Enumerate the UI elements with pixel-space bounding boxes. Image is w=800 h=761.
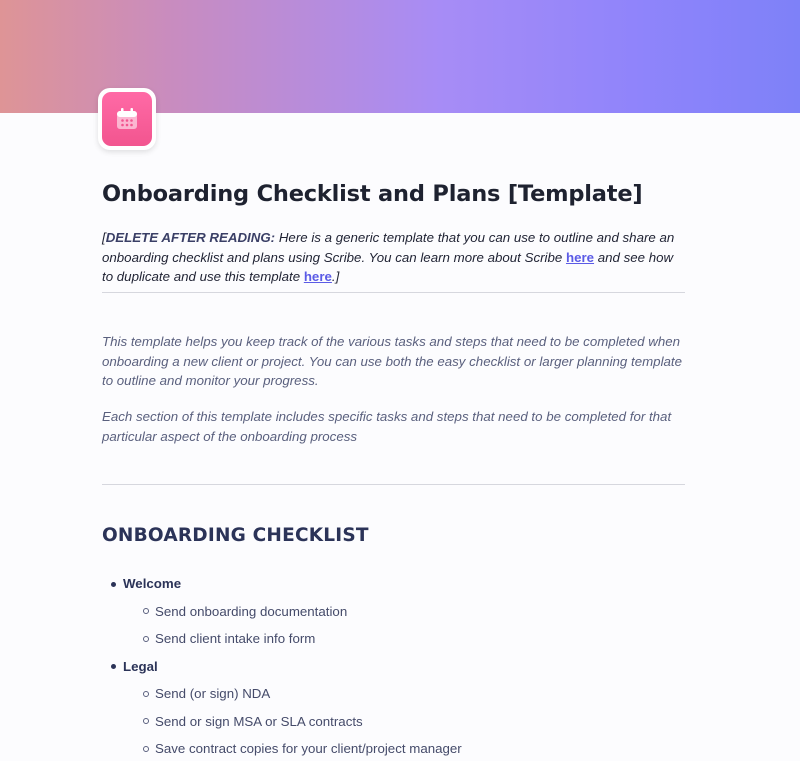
- list-item: [102, 598, 685, 626]
- note-text-2: and see how to duplicate and use this template: [102, 249, 674, 284]
- list-item-label: Send client intake info form: [155, 631, 316, 647]
- bullet-icon: [111, 582, 116, 587]
- list-item: [102, 708, 685, 736]
- list-item: [102, 680, 685, 708]
- list-item-label: Send or sign MSA or SLA contracts: [155, 713, 363, 729]
- note-text-1: Here is a generic template that you can use to outline and share an onboarding checklist and plans using Scribe. You can learn more about Scribe: [102, 230, 675, 265]
- note-lead: DELETE AFTER READING:: [105, 230, 276, 245]
- intro-paragraph-1: This template helps you keep track of the various tasks and steps that need to be completed when onboarding a new client or project. You can use both the easy checklist or larger planning template to outline and monitor your progress.: [102, 334, 683, 388]
- bullet-icon: [111, 664, 116, 669]
- calendar-icon-tile: [102, 92, 152, 146]
- divider: [102, 484, 685, 485]
- page-title: Onboarding Checklist and Plans [Template]: [102, 181, 643, 207]
- list-item: [102, 625, 685, 653]
- section-heading-checklist: ONBOARDING CHECKLIST: [102, 525, 369, 546]
- checklist-section-label: Welcome: [123, 576, 182, 592]
- checklist-section: [102, 653, 685, 761]
- note-close: .]: [331, 269, 340, 284]
- delete-note: [102, 228, 685, 287]
- duplicate-template-link[interactable]: here: [303, 269, 332, 284]
- circle-bullet-icon: [143, 691, 149, 697]
- list-item-label: Send (or sign) NDA: [155, 686, 271, 702]
- page-icon-button[interactable]: [98, 88, 156, 150]
- checklist-section-label: Legal: [123, 658, 158, 674]
- circle-bullet-icon: [143, 608, 149, 614]
- note-open-bracket: [: [102, 230, 106, 245]
- scribe-learn-more-link[interactable]: here: [565, 249, 595, 265]
- list-item-label: Send onboarding documentation: [155, 603, 348, 619]
- checklist-section: [102, 570, 685, 653]
- list-item-label: Save contract copies for your client/project manager: [155, 741, 462, 757]
- onboarding-checklist: [102, 570, 685, 761]
- divider: [102, 292, 685, 293]
- circle-bullet-icon: [143, 636, 149, 642]
- list-item: [102, 735, 685, 761]
- circle-bullet-icon: [143, 746, 149, 752]
- calendar-icon: [114, 106, 140, 132]
- intro-paragraph-2: Each section of this template includes specific tasks and steps that need to be completed for that particular aspect of the onboarding process: [102, 409, 672, 444]
- circle-bullet-icon: [143, 718, 149, 724]
